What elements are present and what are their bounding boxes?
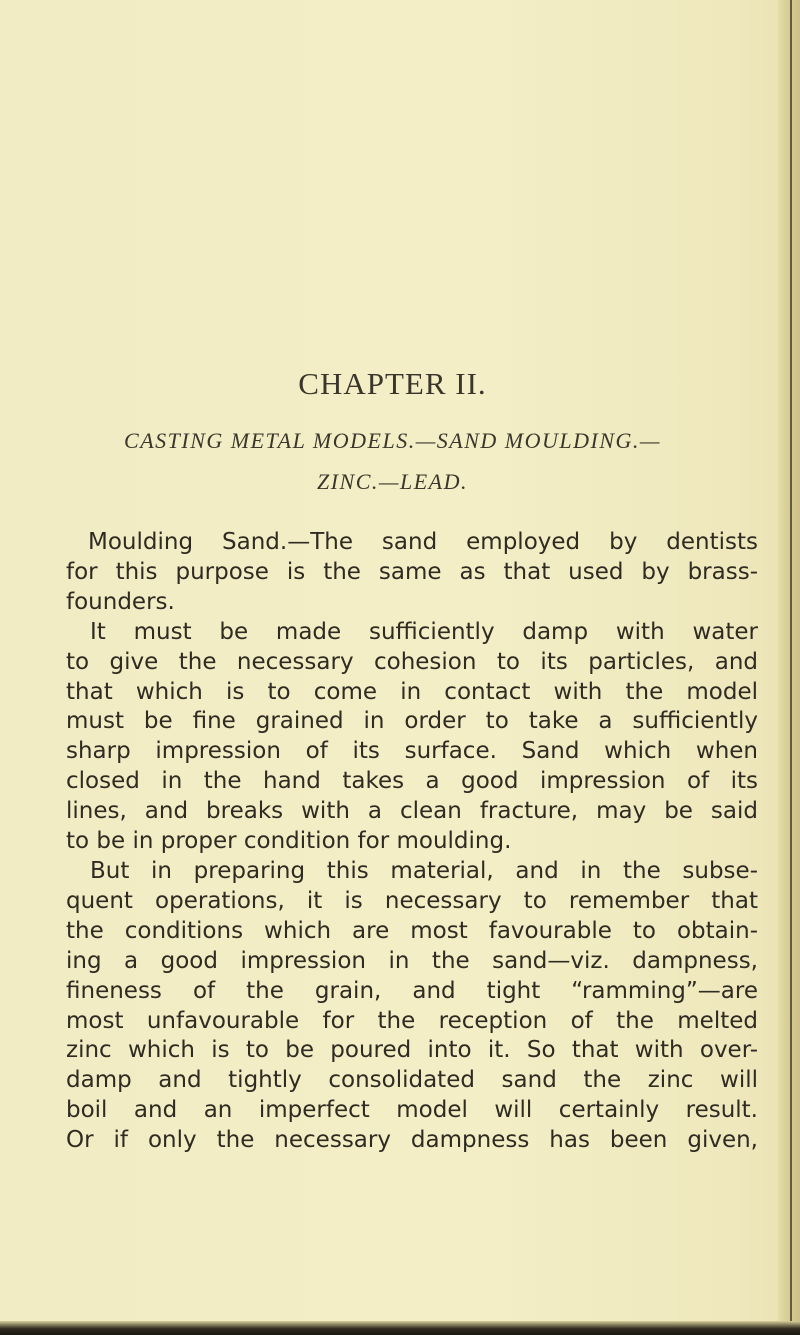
text-line: to be in proper condition for moulding. bbox=[66, 828, 512, 855]
text-line: quent operations, it is necessary to remember that bbox=[66, 887, 758, 914]
body-text bbox=[66, 528, 758, 1156]
text-line: for this purpose is the same as that used by brass- bbox=[66, 558, 758, 585]
text-line: damp and tightly consolidated sand the zinc will bbox=[66, 1067, 758, 1094]
text-line: Moulding Sand.—The sand employed by dentists bbox=[88, 529, 758, 555]
text-line: It must be made sufficiently damp with water bbox=[90, 618, 758, 645]
text-line: lines, and breaks with a clean fracture, may be said bbox=[66, 798, 758, 825]
text-line: founders. bbox=[66, 588, 175, 615]
text-line: But in preparing this material, and in the subse- bbox=[90, 857, 758, 884]
chapter-title: CHAPTER II. bbox=[298, 366, 487, 401]
text-line: boil and an imperfect model will certainly result. bbox=[66, 1097, 758, 1124]
text-line: to give the necessary cohesion to its particles, and bbox=[66, 648, 758, 675]
text-line: Or if only the necessary dampness has been given, bbox=[66, 1127, 758, 1154]
text-line: must be fine grained in order to take a sufficiently bbox=[66, 708, 758, 735]
text-line: most unfavourable for the reception of the melted bbox=[66, 1007, 758, 1034]
text-line: that which is to come in contact with the model bbox=[66, 678, 758, 705]
text-line: fineness of the grain, and tight “ramming”—are bbox=[66, 977, 758, 1004]
page-edge-line bbox=[790, 0, 792, 1335]
text-line: zinc which is to be poured into it. So that with over- bbox=[66, 1037, 758, 1064]
text-line: ing a good impression in the sand—viz. dampness, bbox=[66, 947, 758, 974]
text-line: sharp impression of its surface. Sand which when bbox=[66, 738, 758, 765]
page-edge-bottom bbox=[0, 1321, 800, 1335]
text-line: closed in the hand takes a good impression of its bbox=[66, 768, 758, 795]
chapter-subtitle-line-1: CASTING METAL MODELS.—SAND MOULDING.— bbox=[124, 428, 661, 453]
chapter-subtitle-line-2: ZINC.—LEAD. bbox=[317, 469, 468, 494]
text-line: the conditions which are most favourable to obtain- bbox=[66, 917, 758, 944]
page-edge-right bbox=[778, 0, 800, 1335]
